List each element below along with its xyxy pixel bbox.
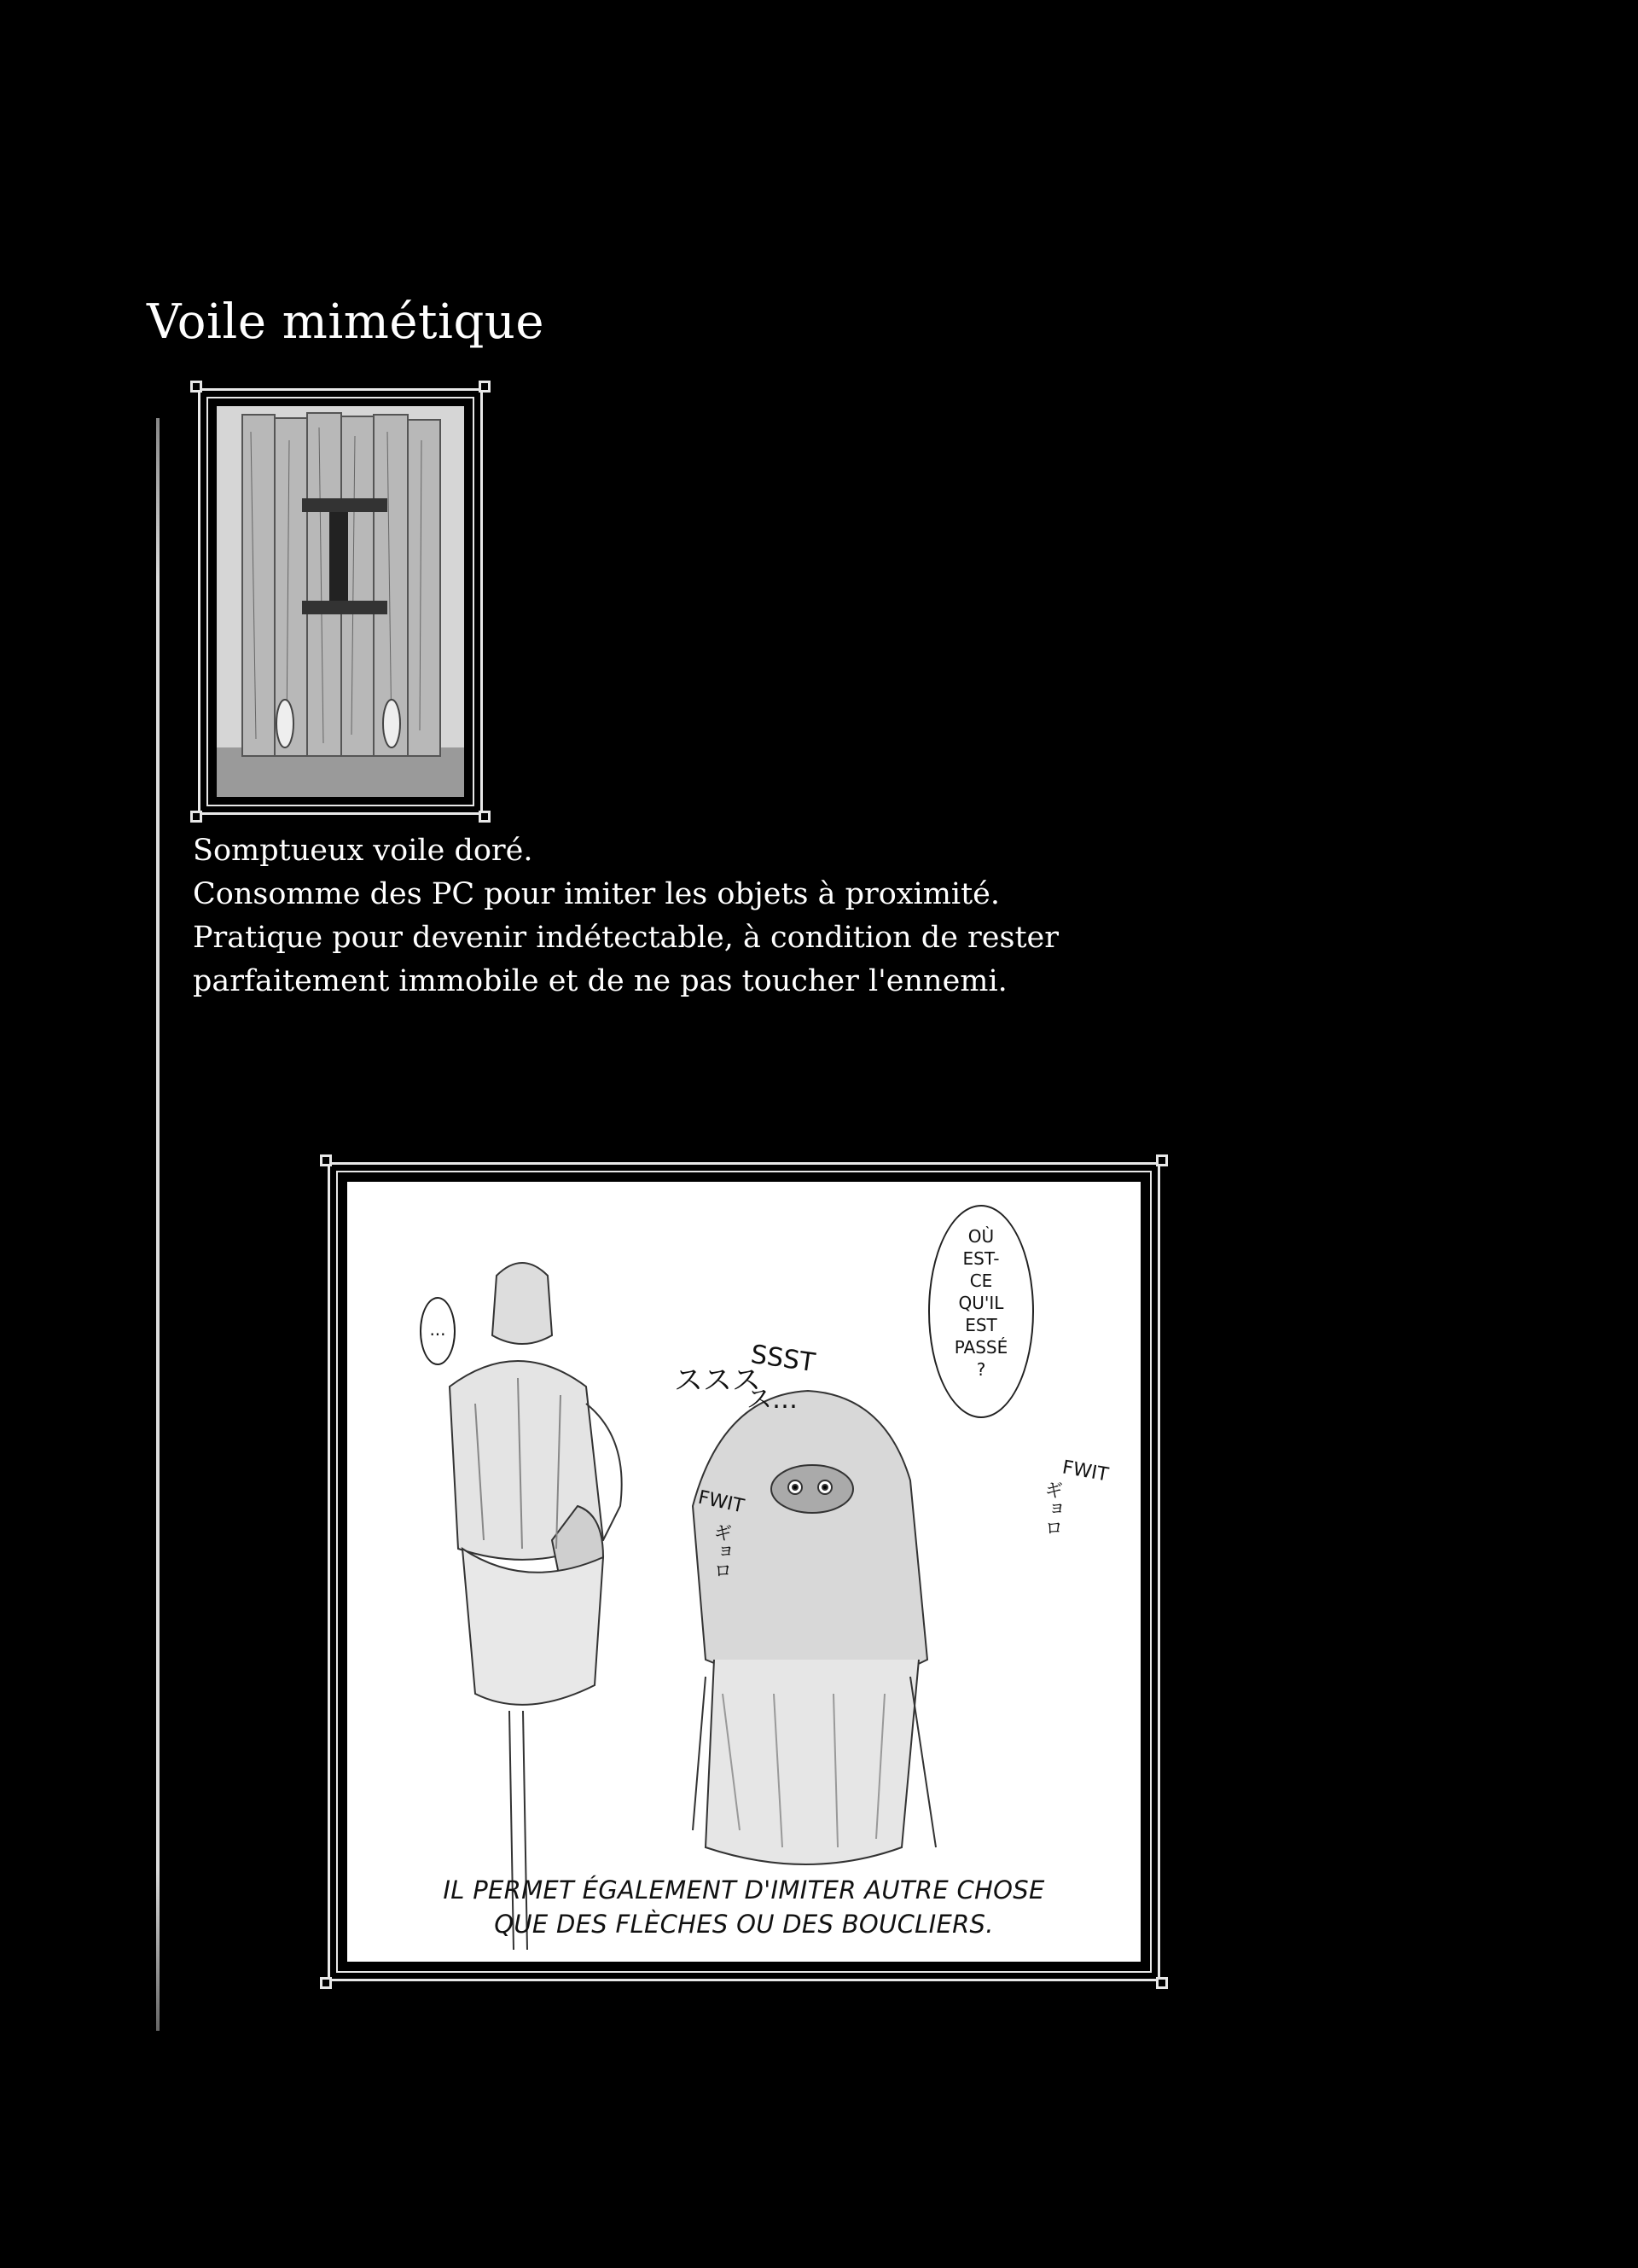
item-description [193,829,1131,1003]
sfx-fwit-left: FWIT [695,1486,746,1518]
speech-text: EST- [962,1248,1000,1269]
speech-text: PASSÉ [954,1337,1008,1358]
side-rule [156,418,160,2031]
sfx-ssst: SSST [748,1339,817,1379]
caption-line: QUE DES FLÈCHES OU DES BOUCLIERS. [494,1910,994,1939]
sfx-jp-choro-right: ギョロ [1042,1480,1063,1537]
description-line: Consomme des PC pour imiter les objets à proximité. [193,877,1000,911]
speech-bubble-left: ... [420,1297,456,1365]
sfx-fwit-right: FWIT [1060,1457,1111,1486]
speech-text: EST [965,1315,997,1335]
sfx-jp-su: ス… [746,1385,798,1415]
sfx-jp-choro-left: ギョロ [711,1523,732,1579]
description-line: Pratique pour devenir indétectable, à condition de rester [193,921,1059,955]
page-title: Voile mimétique [147,294,544,350]
speech-text: CE [969,1271,993,1291]
sfx-jp-sus: ススス [674,1364,761,1398]
caption-line: IL PERMET ÉGALEMENT D'IMITER AUTRE CHOSE [443,1875,1045,1905]
speech-text: OÙ [967,1226,995,1247]
description-line: parfaitement immobile et de ne pas toucher l'ennemi. [193,964,1008,998]
door-illustration [217,406,464,797]
speech-text: QU'IL [958,1293,1004,1313]
hooded-figure [693,1391,936,1864]
description-line: Somptueux voile doré. [193,834,533,868]
speech-text: ? [976,1359,986,1380]
panel-caption [347,1873,1141,1941]
speech-bubble-right [928,1205,1034,1418]
